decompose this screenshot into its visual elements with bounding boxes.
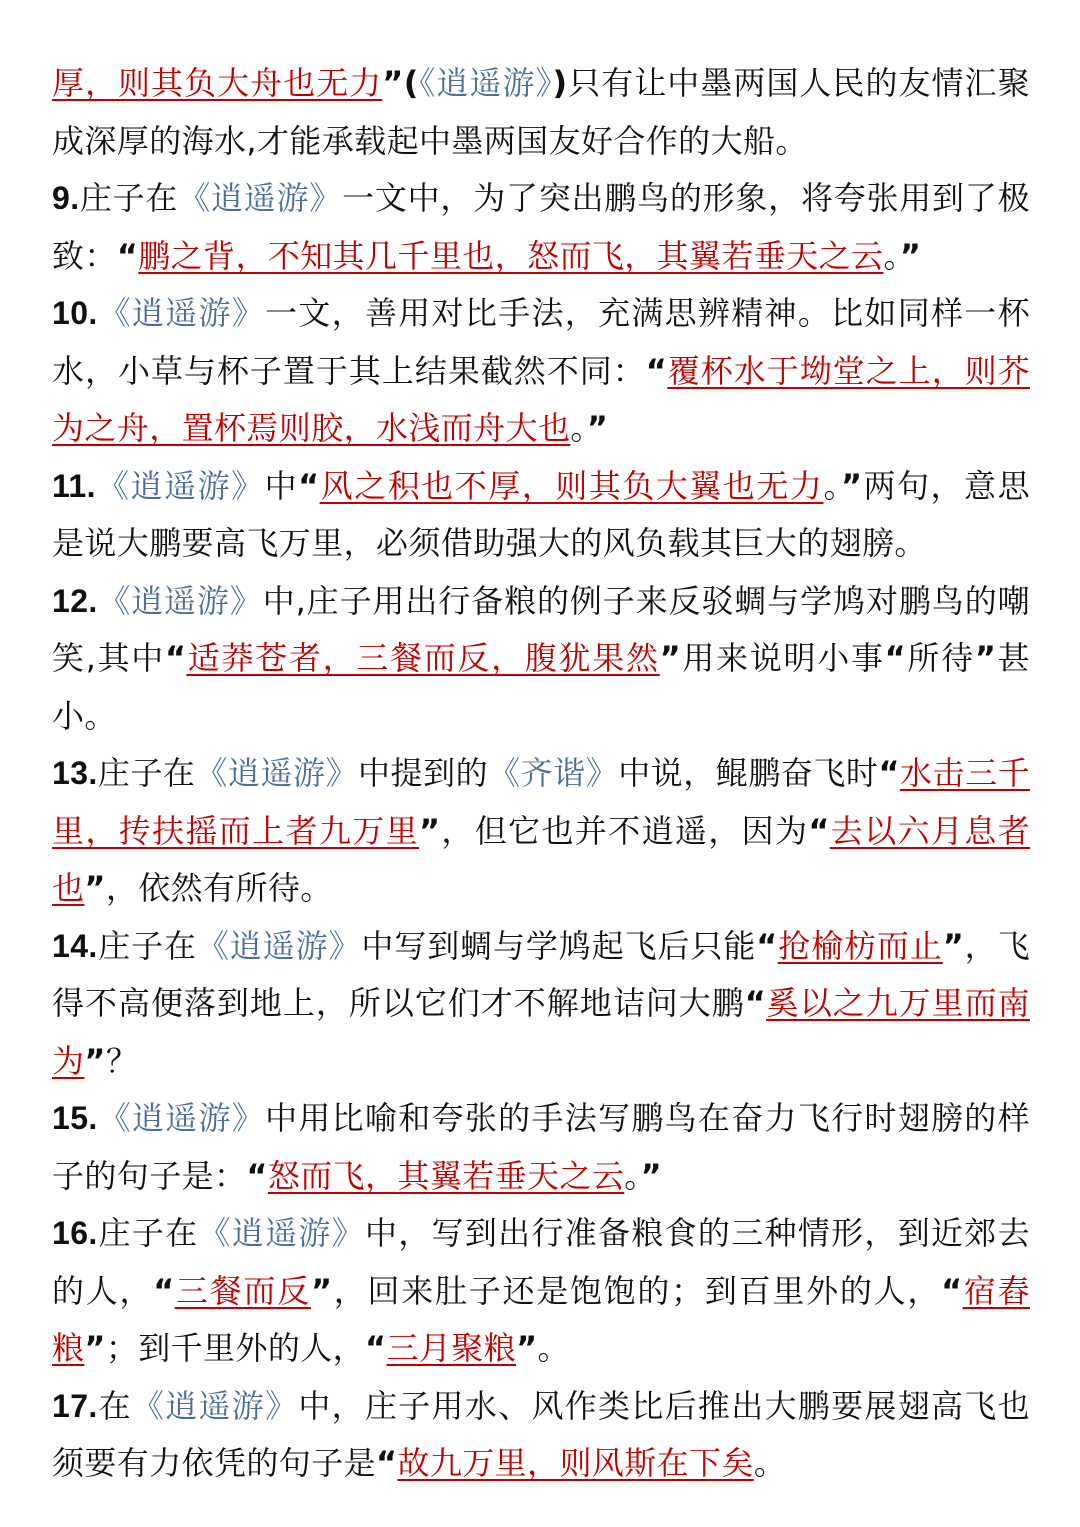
answer-text: 去以六月息者也 <box>52 811 1031 907</box>
quote-mark: “ <box>376 1444 398 1482</box>
text-segment: 一文中，为了突出鹏鸟的形象，将夸张用到了极致： <box>52 179 1030 275</box>
text-segment: 一文，善用对比手法，充满思辨精神。比如同样一杯水，小草与杯子置于其上结果截然不同： <box>52 294 1030 390</box>
answer-text: 三餐而反 <box>174 1271 311 1310</box>
text-segment: 。 <box>823 466 841 505</box>
quote-mark: ” <box>586 409 609 447</box>
answer-text: 三月聚粮 <box>386 1329 517 1367</box>
question-paragraph <box>52 458 1030 573</box>
question-number: 9. <box>52 180 80 216</box>
text-segment: 中，写到出行准备粮食的三种情形，到近郊去的人， <box>52 1214 1030 1310</box>
text-segment: 庄子在 <box>97 754 196 792</box>
book-title: 《逍遥游》 <box>195 754 359 792</box>
book-title: 《齐谐》 <box>488 754 619 792</box>
question-number: 15. <box>52 1100 98 1136</box>
quote-mark: ” <box>840 466 863 505</box>
quote-mark: ” <box>899 236 922 275</box>
quote-mark: ” <box>84 1041 106 1080</box>
quote-mark: “ <box>246 1156 268 1195</box>
quote-mark: ) <box>552 64 568 102</box>
quote-mark: ” <box>310 1271 333 1310</box>
quote-mark: ” <box>974 639 997 677</box>
text-segment: 。 <box>537 1329 570 1367</box>
text-segment: 。 <box>883 236 900 275</box>
text-segment: 中，庄子用水、风作类比后推出大鹏要展翅高飞也须要有力依凭的句子是 <box>52 1386 1030 1482</box>
book-title: 《逍遥游》 <box>418 64 553 102</box>
text-segment: 庄子在 <box>97 926 197 965</box>
question-paragraph <box>52 1378 1030 1493</box>
answer-text: 故九万里，则风斯在下矣 <box>397 1444 754 1482</box>
text-segment: 所待 <box>906 639 975 677</box>
quote-mark: ” <box>84 1329 106 1367</box>
book-title: 《逍遥游》 <box>198 1214 365 1252</box>
book-title: 《逍遥游》 <box>97 1099 266 1137</box>
quote-mark: “ <box>744 984 767 1022</box>
text-segment: ，回来肚子还是饱饱的；到百里外的人， <box>332 1271 942 1310</box>
text-segment: ，但它也并不逍遥，因为 <box>440 811 809 850</box>
question-number: 16. <box>52 1215 98 1251</box>
quote-mark: “ <box>884 639 907 677</box>
book-title: 《逍遥游》 <box>97 294 266 332</box>
quote-mark: “ <box>116 236 139 275</box>
answer-text: 宿舂粮 <box>52 1271 1031 1367</box>
question-paragraph <box>52 285 1030 458</box>
quote-mark: ” <box>640 1156 663 1195</box>
quote-mark: “ <box>808 811 830 850</box>
answer-text: 风之积也不厚，则其负大翼也无力 <box>319 466 824 505</box>
text-segment: 庄子在 <box>79 179 179 217</box>
quote-mark: ” <box>659 639 682 677</box>
text-segment: 两句，意思是说大鹏要高飞万里，必须借助强大的风负载其巨大的翅膀。 <box>52 466 1030 562</box>
text-segment: 中写到蜩与学鸠起飞后只能 <box>361 926 757 965</box>
answer-text: 怒而飞，其翼若垂天之云 <box>267 1156 625 1195</box>
answer-text: 水击三千里，抟扶摇而上者九万里 <box>52 754 1030 850</box>
answer-text: 覆杯水于坳堂之上，则芥为之舟，置杯焉则胶，水浅而舟大也 <box>52 351 1031 447</box>
quote-mark: ” <box>84 869 106 907</box>
quote-mark: “ <box>756 926 778 965</box>
question-paragraph <box>52 918 1030 1091</box>
answer-text: 厚，则其负大舟也无力 <box>52 64 383 102</box>
text-segment: ，飞得不高便落到地上，所以它们才不解地诘问大鹏 <box>52 926 1030 1022</box>
quote-mark: “ <box>645 351 668 390</box>
quote-mark: ”( <box>382 64 419 102</box>
question-paragraph <box>52 573 1030 746</box>
text-segment: 中用比喻和夸张的手法写鹏鸟在奋力飞行时翅膀的样子的句子是： <box>52 1099 1030 1195</box>
text-segment: ；到千里外的人， <box>105 1329 366 1367</box>
text-segment: 。 <box>753 1444 787 1482</box>
text-segment: ？ <box>105 1041 139 1080</box>
quote-mark: “ <box>298 466 320 505</box>
book-title: 《逍遥游》 <box>131 1386 299 1425</box>
book-title: 《逍遥游》 <box>95 466 265 505</box>
question-paragraph <box>52 1090 1030 1205</box>
answer-text: 奚以之九万里而南为 <box>52 984 1031 1080</box>
quote-mark: “ <box>165 639 187 677</box>
quote-mark: ” <box>942 926 965 965</box>
answer-text: 鹏之背，不知其几千里也，怒而飞，其翼若垂天之云 <box>138 236 884 275</box>
quote-mark: “ <box>153 1271 175 1310</box>
question-number: 10. <box>52 295 98 331</box>
question-number: 13. <box>52 755 98 791</box>
question-number: 17. <box>52 1387 98 1424</box>
question-paragraph <box>52 55 1030 170</box>
answer-text: 抢榆枋而止 <box>777 926 943 965</box>
answer-text: 适莽苍者，三餐而反，腹犹果然 <box>186 639 660 677</box>
text-segment: 。 <box>570 409 587 447</box>
text-segment: 。 <box>624 1156 641 1195</box>
text-segment: 只有让中墨两国人民的友情汇聚成深厚的海水,才能承载起中墨两国友好合作的大船。 <box>52 64 1030 160</box>
quote-mark: ” <box>516 1329 538 1367</box>
text-segment: 中,庄子用出行备粮的例子来反驳蜩与学鸠对鹏鸟的嘲笑,其中 <box>52 581 1030 677</box>
text-segment: 中说，鲲鹏奋飞时 <box>618 754 879 792</box>
question-number: 14. <box>52 927 98 964</box>
quote-mark: ” <box>419 811 441 850</box>
text-segment: 庄子在 <box>97 1214 199 1252</box>
quote-mark: “ <box>878 754 900 792</box>
text-segment: 中 <box>264 466 299 505</box>
question-paragraph <box>52 170 1030 285</box>
quote-mark: “ <box>365 1329 387 1367</box>
book-title: 《逍遥游》 <box>178 179 343 217</box>
document-body <box>52 55 1030 1493</box>
book-title: 《逍遥游》 <box>97 581 263 620</box>
text-segment: 中提到的 <box>358 754 489 792</box>
question-paragraph <box>52 1205 1030 1378</box>
question-number: 11. <box>52 467 96 504</box>
text-segment: ，依然有所待。 <box>105 869 333 907</box>
text-segment: 用来说明小事 <box>681 639 885 677</box>
text-segment: 在 <box>97 1386 132 1425</box>
book-title: 《逍遥游》 <box>196 926 362 965</box>
question-paragraph <box>52 745 1030 918</box>
quote-mark: “ <box>941 1271 963 1310</box>
text-segment: 甚小。 <box>52 639 1030 735</box>
question-number: 12. <box>52 582 98 619</box>
